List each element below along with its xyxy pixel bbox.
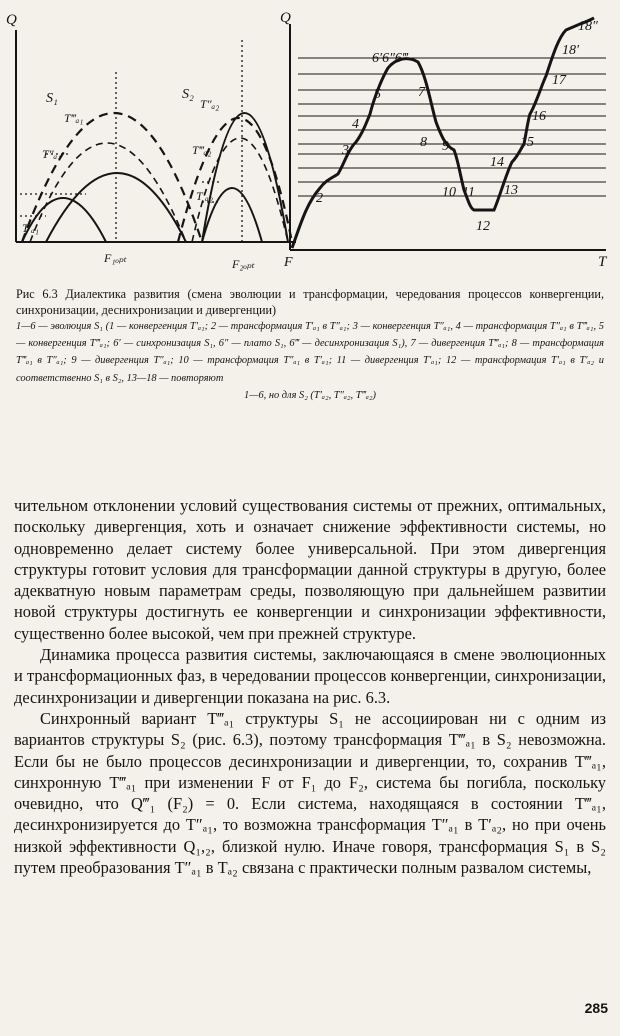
f2-opt-tick: F₂ₒₚₜ: [232, 257, 255, 271]
stage-3: 3: [342, 143, 349, 158]
s2-label: S₂: [182, 87, 194, 102]
stage-18-prime: 18′: [562, 43, 580, 58]
stage-13: 13: [504, 183, 518, 198]
caption-legend: 1—6 — эволюция S₁ (1 — конвергенция T′ₐ₁; 2 — трансформация T′ₐ₁ в T″ₐ₁; 3 — конвергенция T″ₐ₁, 4 — трансформация T″ₐ₁ в T‴ₐ₁, 5 — конвергенция T‴ₐ₁; 6′ — синхронизация S₁, 6″ — плато S₁, 6‴ — десинхронизация S₁), 7 — дивергенция T‴ₐ₁; 8 — трансформация T‴ₐ₁ в T″ₐ₁; 9 — дивергенция T″ₐ₁; 10 — трансформация T″ₐ₁ в T′ₐ₁; 11 — дивергенция T′ₐ₁; 12 — трансформация T′ₐ₁ в T′ₐ₂ и соответственно S₁ в S₂, 13—18 — повторяют: [16, 321, 604, 384]
f-tick: F: [284, 255, 293, 270]
stage-7: 7: [418, 85, 425, 100]
ta1-1-label: T′ₐ₁: [22, 221, 39, 235]
stage-9: 9: [442, 139, 449, 154]
paragraph-3: Синхронный вариант T‴ₐ₁ структуры S₁ не ассоциирован ни с одним из вариантов структуры S₂ (рис. 6.3), поэтому трансформация T‴ₐ₁ в S₂ невозможна. Если бы не было процессов десинхронизации и дивергенции, то, сохранив T‴ₐ₁, синхронную T‴ₐ₁ при изменении F от F₁ до F₂, система бы погибла, поскольку очевидно, что Q‴₁ (F₂) = 0. Если система, находящаяся в состоянии T‴ₐ₁, десинхронизируется до T″ₐ₁, то возможна трансформация T″ₐ₁ в T′ₐ₂, но при очень низкой эффективности Q₁,₂, близкой нулю. Иначе говоря, трансформация S₁ в S₂ путем преобразования T″ₐ₁ в Tₐ₂ связана с практически полным развалом системы,: [14, 708, 606, 878]
stage-16: 16: [532, 109, 546, 124]
ta2-2-label: T″ₐ₂: [200, 97, 220, 111]
f1-opt-tick: F₁ₒₚₜ: [104, 251, 127, 265]
figure-caption: [16, 286, 604, 404]
stage-8: 8: [420, 135, 427, 150]
t-axis-label: T: [598, 254, 607, 270]
stage-14: 14: [490, 155, 504, 170]
stage-18-double: 18″: [578, 19, 598, 34]
ta1-2-label: T″ₐ₁: [42, 147, 62, 161]
stage-17: 17: [552, 73, 566, 88]
stage-4: 4: [352, 117, 359, 132]
page-number: 285: [584, 1000, 608, 1016]
caption-legend-last: 1—6, но для S₂ (T′ₐ₂, T″ₐ₂, T‴ₐ₂): [244, 389, 376, 401]
stage-15: 15: [520, 135, 534, 150]
ta1-3-label: T‴ₐ₁: [64, 111, 84, 125]
ta2-1-label: T‴ₐ₂: [192, 143, 212, 157]
body-text: [14, 495, 606, 878]
figure-6-3-diagram: [6, 4, 614, 276]
paragraph-2: Динамика процесса развития системы, заключающаяся в смене эволюционных и трансформационных фаз, в чередовании процессов конвергенции, синхронизации, десинхронизации и дивергенции показана на рис. 6.3.: [14, 645, 606, 707]
stage-10: 10: [442, 185, 456, 200]
stage-11: 11: [462, 185, 475, 200]
right-q-label: Q: [280, 10, 291, 26]
stage-2: 2: [316, 191, 323, 206]
ta2-0-label: T′ₐ₂: [196, 189, 213, 203]
caption-title: Рис 6.3 Диалектика развития (смена эволюции и трансформации, чередования процессов конвергенции, синхронизации, деснихронизации и дивергенции): [16, 287, 604, 317]
paragraph-1: чительном отклонении условий существования системы от прежних, оптимальных, поскольку дивергенция, хоть и означает снижение эффективности системы, но одновременно делает систему более универсальной. При этом дивергенция структуры готовит условия для трансформации данной структуры в другую, более адекватную новым параметрам среды, позволяющую при дальнейшем развитии новой структуры достигнуть ее конвергенции и синхронизации эффективности, существенно более высокой, чем при прежней структуре.: [14, 496, 606, 643]
evolution-trajectory: [292, 18, 594, 248]
curve-ta1-1: [22, 198, 106, 242]
left-q-label: Q: [6, 12, 17, 28]
stage-12: 12: [476, 219, 490, 234]
s1-label: S₁: [46, 91, 58, 106]
stage-5: 5: [374, 87, 381, 102]
stage-6: 6′6″6‴: [372, 51, 408, 66]
curve-ta2-1: [202, 113, 288, 242]
